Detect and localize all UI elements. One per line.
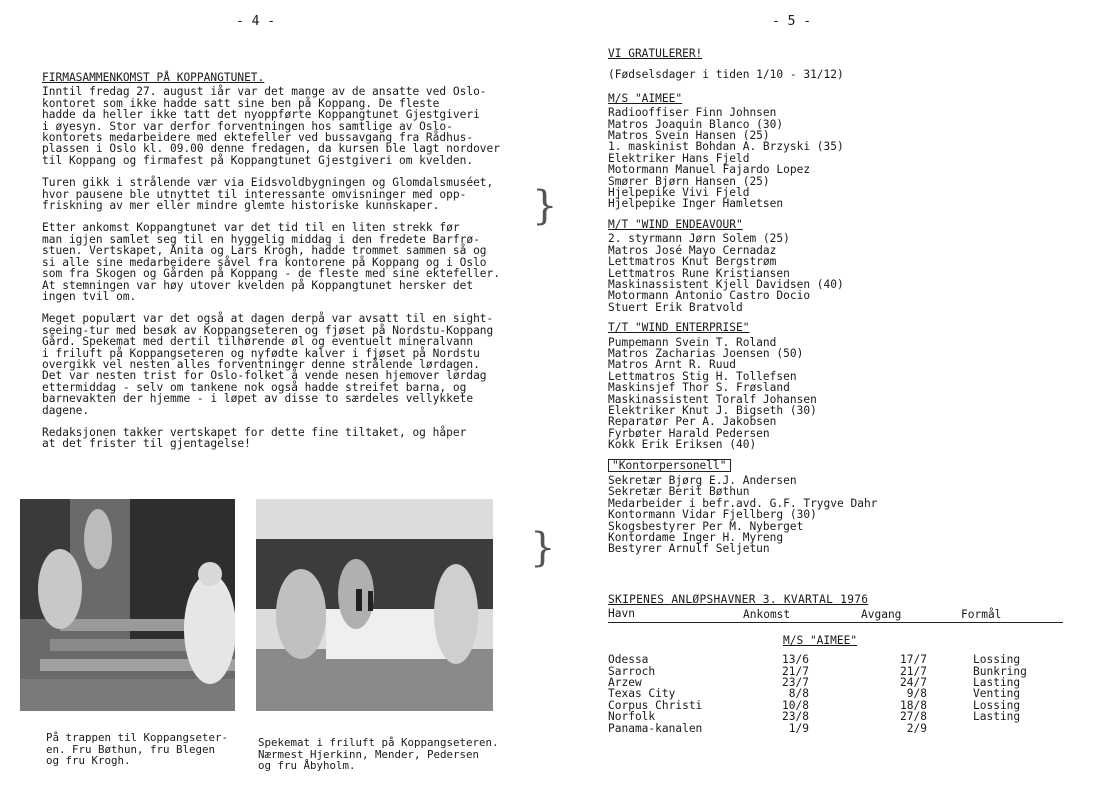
port-name: Odessa — [608, 653, 649, 667]
congrats-person: Elektriker Knut J. Bigseth (30) — [608, 403, 817, 417]
article-line: Det var nesten trist for Oslo-folket å vende nesen hjemover lørdag — [42, 369, 487, 383]
page-number-left: - 4 - — [236, 14, 276, 29]
table-row — [608, 723, 1063, 734]
article-line: kontoret som ikke hadde satt sine ben på Koppang. De fleste — [42, 96, 440, 110]
port-arrival: 8/8 — [788, 687, 809, 701]
congrats-person: Matros Zacharias Joensen (50) — [608, 346, 804, 360]
photo-stairs — [20, 499, 235, 711]
article — [42, 72, 512, 450]
article-line: stuen. Vertskapet, Anita og Lars Krogh, hadde trommet sammen så og — [42, 244, 487, 258]
page-number-right: - 5 - — [772, 14, 812, 29]
congrats-person: Pumpemann Svein T. Roland — [608, 335, 777, 349]
ports-header-row — [608, 608, 1063, 622]
congrats-person: Matros Arnt R. Ruud — [608, 358, 736, 372]
congrats-person: Medarbeider i befr.avd. G.F. Trygve Dahr — [608, 496, 878, 510]
congrats-group-title: T/T "WIND ENTERPRISE" — [608, 321, 750, 335]
congrats-group — [608, 219, 1078, 313]
port-arrival: 23/7 — [782, 676, 809, 690]
port-name: Sarroch — [608, 664, 656, 678]
port-departure: 9/8 — [906, 687, 927, 701]
port-name: Arzew — [608, 676, 642, 690]
congrats-group — [608, 459, 1078, 555]
article-paragraph — [42, 427, 512, 450]
congrats-person: Maskinassistent Toralf Johansen — [608, 392, 817, 406]
congrats-person: Matros Joaquin Blanco (30) — [608, 117, 784, 131]
article-line: dagene. — [42, 403, 90, 417]
article-line: hadde da heller ikke tatt det nyoppførte Koppangtunet Gjestgiveri — [42, 108, 480, 122]
congrats-person: Lettmatros Knut Bergstrøm — [608, 255, 777, 269]
article-line: barnevakten der hjemme - i løpet av disse to særdeles vellykkete — [42, 392, 474, 406]
congrats-subtitle: (Fødselsdager i tiden 1/10 - 31/12) — [608, 68, 844, 82]
congrats-person: Matros José Mayo Cernadaz — [608, 243, 777, 257]
article-line: si alle sine medarbeidere såvel fra kontorene på Koppang og i Oslo — [42, 255, 487, 269]
port-arrival: 10/8 — [782, 698, 809, 712]
binding-mark-bottom: } — [530, 525, 556, 571]
ports-table — [608, 608, 1063, 734]
article-line: kontorets medarbeidere med ektefeller ved bussavgang fra Rådhus- — [42, 131, 474, 145]
vessel-name: M/S "AIMEE" — [783, 633, 858, 647]
article-line: i øyesyn. Stor var derfor forventningen hos samtlige av Oslo- — [42, 119, 453, 133]
article-line: At stemningen var høy utover kvelden på Koppangtunet hersker det — [42, 278, 474, 292]
congrats-group — [608, 93, 1078, 210]
port-departure: 18/8 — [900, 698, 927, 712]
article-line: til Koppang og firmafest på Koppangtunet Gjestgiveri om kvelden. — [42, 153, 474, 167]
ports-title: SKIPENES ANLØPSHAVNER 3. KVARTAL 1976 — [608, 593, 869, 606]
caption-line: en. Fru Bøthun, fru Blegen — [46, 742, 216, 756]
congrats-group — [608, 322, 1078, 450]
congrats-person: Bestyrer Arnulf Seljetun — [608, 542, 770, 556]
port-departure: 24/7 — [900, 676, 927, 690]
port-arrival: 23/8 — [782, 710, 809, 724]
article-line: Etter ankomst Koppangtunet var det tid til en liten strekk før — [42, 221, 460, 235]
port-arrival: 21/7 — [782, 664, 809, 678]
header-ankomst: Ankomst — [743, 608, 791, 622]
article-paragraph — [42, 313, 512, 416]
port-name: Corpus Christi — [608, 698, 703, 712]
header-avgang: Avgang — [861, 608, 902, 622]
congrats-person: Kontordame Inger H. Myreng — [608, 531, 784, 545]
congrats-person: Hjelpepike Inger Hamletsen — [608, 197, 784, 211]
port-arrival: 13/6 — [782, 653, 809, 667]
photo-stairs-image — [20, 499, 235, 711]
congrats-person: Hjelpepike Vivi Fjeld — [608, 186, 750, 200]
photo-picnic-image — [256, 499, 493, 711]
congrats-title: VI GRATULERER! — [608, 47, 703, 60]
ports-vessel-row — [608, 622, 1063, 654]
port-purpose: Lasting — [973, 710, 1021, 724]
article-line: som fra Skogen og Gården på Koppang - de fleste med sine ektefeller. — [42, 267, 501, 281]
congrats-person: Skogsbestyrer Per M. Nyberget — [608, 519, 804, 533]
congrats-section — [608, 48, 1078, 555]
article-line: i friluft på Koppangseteren og nyfødte kalver i fjøset på Nordstu — [42, 346, 480, 360]
congrats-person: Maskinsjef Thor S. Frøsland — [608, 381, 790, 395]
article-line: man igjen samlet seg til en hyggelig middag i den fredete Barfrø- — [42, 232, 480, 246]
congrats-person: Sekretær Bjørg E.J. Andersen — [608, 474, 797, 487]
header-havn: Havn — [608, 607, 635, 621]
article-line: ettermiddag - selv om tankene nok også hadde streifet barna, og — [42, 380, 467, 394]
congrats-person: Motormann Antonio Castro Docio — [608, 289, 811, 303]
article-line: seeing-tur med besøk av Koppangseteren og fjøset på Nordstu-Koppang — [42, 323, 494, 337]
congrats-person: Sekretær Berit Bøthun — [608, 485, 750, 499]
port-purpose: Venting — [973, 687, 1021, 701]
caption-line: Nærmest Hjerkinn, Mender, Pedersen — [258, 747, 480, 761]
congrats-person: Kokk Erik Eriksen (40) — [608, 438, 757, 452]
congrats-person: Lettmatros Rune Kristiansen — [608, 266, 790, 280]
port-departure: 27/8 — [900, 710, 927, 724]
congrats-person: Motormann Manuel Fajardo Lopez — [608, 163, 811, 177]
congrats-person: Smører Bjørn Hansen (25) — [608, 174, 770, 188]
article-line: plassen i Oslo kl. 09.00 denne fredagen, da kursen ble lagt nordover — [42, 142, 501, 156]
congrats-person: 1. maskinist Bohdan A. Brzyski (35) — [608, 140, 844, 154]
table-row — [608, 711, 1063, 722]
congrats-person: Fyrbøter Harald Pedersen — [608, 426, 770, 440]
port-name: Norfolk — [608, 710, 656, 724]
port-purpose: Lossing — [973, 653, 1021, 667]
article-line: Meget populært var det også at dagen derpå var avsatt til en sight- — [42, 312, 494, 326]
article-body — [42, 86, 512, 449]
congrats-person: Reparatør Per A. Jakobsen — [608, 415, 777, 429]
article-line: Redaksjonen takker vertskapet for dette fine tiltaket, og håper — [42, 425, 467, 439]
article-title: FIRMASAMMENKOMST PÅ KOPPANGTUNET. — [42, 71, 265, 84]
caption-line: og fru Krogh. — [46, 754, 131, 767]
congrats-person: 2. styrmann Jørn Solem (25) — [608, 232, 790, 246]
port-departure: 21/7 — [900, 664, 927, 678]
congrats-group-title: M/T "WIND ENDEAVOUR" — [608, 217, 743, 231]
congrats-person: Kontormann Vidar Fjellberg (30) — [608, 508, 817, 522]
port-purpose: Lossing — [973, 698, 1021, 712]
port-departure: 17/7 — [900, 653, 927, 667]
article-paragraph — [42, 222, 512, 302]
table-row — [608, 654, 1063, 665]
port-purpose — [961, 723, 1063, 734]
ports-section — [608, 594, 1063, 734]
caption-line: Spekemat i friluft på Koppangseteren. — [258, 736, 499, 749]
header-formal: Formål — [961, 608, 1002, 622]
caption-stairs — [46, 732, 228, 767]
congrats-group-title: M/S "AIMEE" — [608, 91, 683, 105]
congrats-person: Elektriker Hans Fjeld — [608, 151, 750, 165]
article-line: Gård. Spekemat med dertil tilhørende øl og eventuelt mineralvann — [42, 335, 474, 349]
congrats-person: Stuert Erik Bratvold — [608, 300, 743, 314]
port-name: Panama-kanalen — [608, 721, 703, 735]
article-line: at det frister til gjentagelse! — [42, 437, 251, 451]
article-line: ingen tvil om. — [42, 289, 137, 303]
photo-picnic — [256, 499, 493, 711]
congrats-person: Radiooffiser Finn Johnsen — [608, 106, 777, 120]
congrats-person: Maskinassistent Kjell Davidsen (40) — [608, 277, 844, 291]
article-line: Turen gikk i strålende vær via Eidsvoldbygningen og Glomdalsmuséet, — [42, 176, 494, 190]
port-arrival: 1/9 — [788, 721, 809, 735]
port-purpose: Lasting — [973, 676, 1021, 690]
article-line: hvor pausene ble utnyttet til interessante omvisninger med opp- — [42, 187, 467, 201]
article-paragraph — [42, 86, 512, 166]
caption-line: På trappen til Koppangseter- — [46, 731, 229, 744]
caption-picnic — [258, 737, 499, 772]
article-line: overgikk vel nesten alles forventninger denne strålende lørdagen. — [42, 357, 480, 371]
congrats-person: Lettmatros Stig H. Tollefsen — [608, 369, 797, 383]
caption-line: og fru Åbyholm. — [258, 759, 356, 772]
article-line: Inntil fredag 27. august iår var det mange av de ansatte ved Oslo- — [42, 85, 487, 99]
port-departure: 2/9 — [906, 721, 927, 735]
congrats-groups — [608, 93, 1078, 555]
congrats-group-title: "Kontorpersonell" — [608, 459, 1078, 472]
congrats-person: Matros Svein Hansen (25) — [608, 129, 770, 143]
port-name: Texas City — [608, 687, 676, 701]
article-paragraph — [42, 177, 512, 211]
port-purpose: Bunkring — [973, 664, 1027, 678]
binding-mark-top: } — [532, 183, 558, 229]
article-line: friskning av mer eller mindre glemte historiske kunnskaper. — [42, 199, 440, 213]
